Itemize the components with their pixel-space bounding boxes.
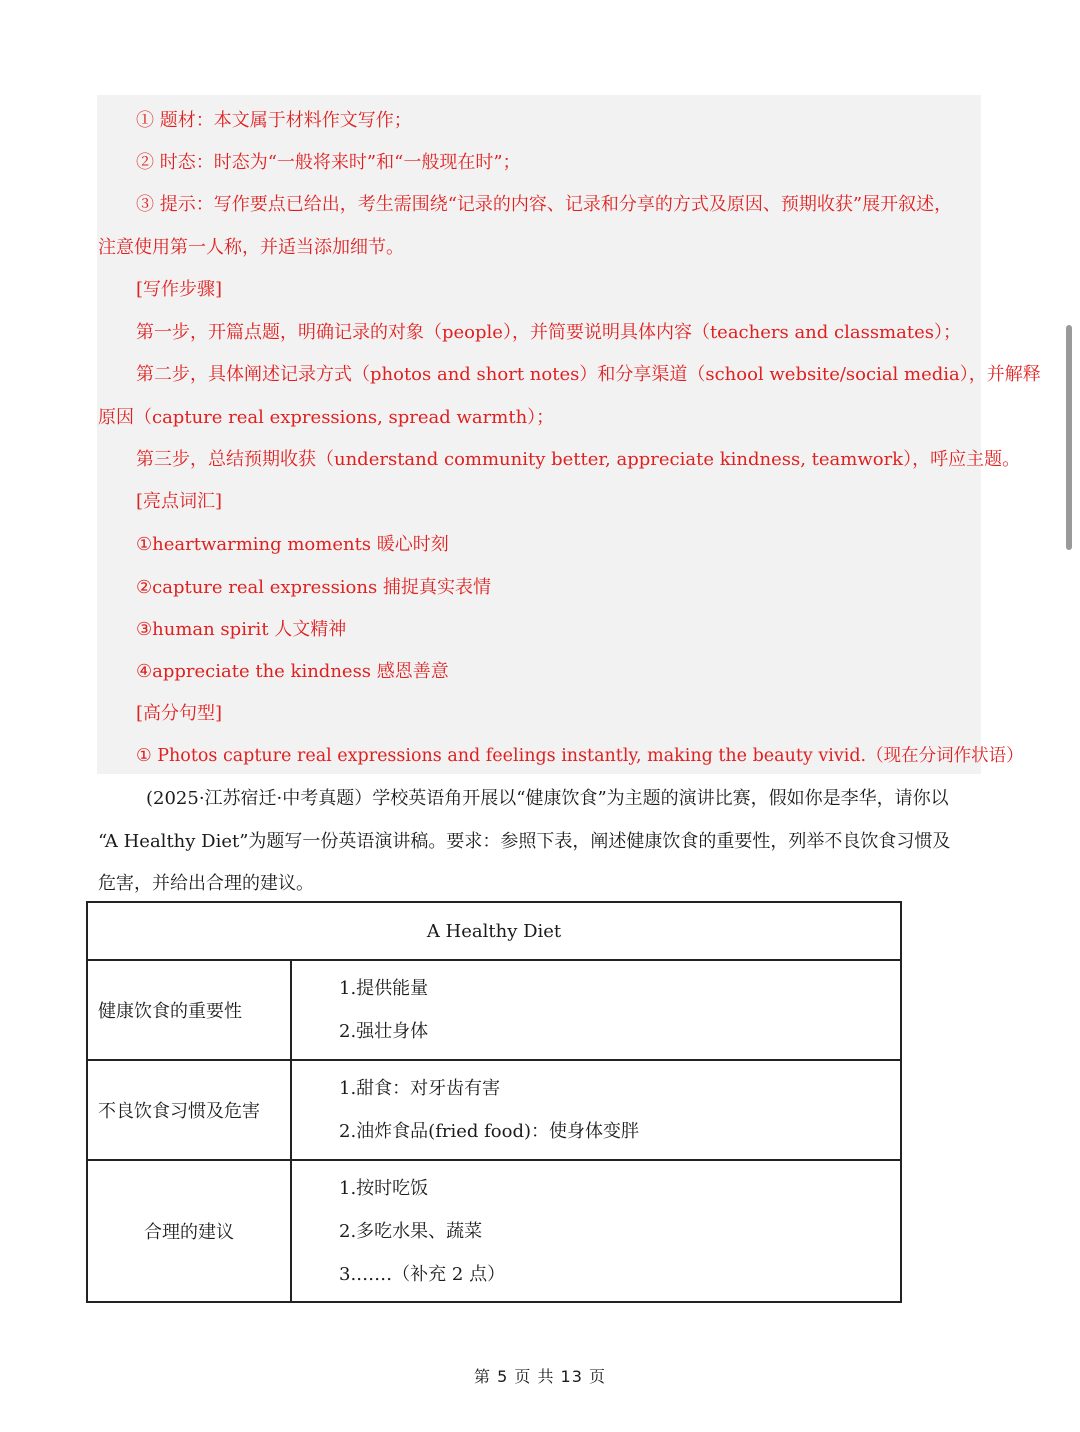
question-line: (2025·江苏宿迁·中考真题）学校英语角开展以“健康饮食”为主题的演讲比赛，假如你是李华，请你以 — [146, 788, 949, 809]
table-row — [87, 1060, 901, 1160]
step-three: 第三步，总结预期收获（understand community better, appreciate kindness, teamwork），呼应主题。 — [136, 449, 1021, 470]
question-line: “A Healthy Diet”为题写一份英语演讲稿。要求：参照下表，阐述健康饮食的重要性，列举不良饮食习惯及 — [98, 831, 951, 852]
healthy-diet-table — [86, 901, 902, 1303]
heading-high-score-sentence: [高分句型] — [136, 703, 223, 724]
row-label: 健康饮食的重要性 — [87, 960, 291, 1060]
list-item: 2.强壮身体 — [339, 1021, 429, 1042]
vocab-item: ②capture real expressions 捕捉真实表情 — [136, 577, 491, 598]
list-item: 3.……（补充 2 点） — [339, 1263, 506, 1285]
list-item: 1.提供能量 — [339, 978, 429, 999]
list-item: 1.甜食：对牙齿有害 — [339, 1078, 501, 1099]
step-two-cont: 原因（capture real expressions, spread warmth）； — [98, 407, 555, 428]
vocab-item: ③human spirit 人文精神 — [136, 619, 347, 640]
vertical-scrollbar[interactable] — [1066, 325, 1072, 550]
table-title: A Healthy Diet — [87, 902, 901, 960]
step-one: 第一步，开篇点题，明确记录的对象（people），并简要说明具体内容（teachers and classmates）； — [136, 322, 961, 343]
list-item: 2.油炸食品(fried food)：使身体变胖 — [339, 1121, 639, 1142]
row-items — [291, 1060, 901, 1160]
vocab-item: ④appreciate the kindness 感恩善意 — [136, 661, 449, 682]
note-tense: ② 时态：时态为“一般将来时”和“一般现在时”； — [136, 152, 521, 173]
note-subject: ① 题材：本文属于材料作文写作； — [136, 110, 412, 131]
list-item: 1.按时吃饭 — [339, 1177, 429, 1199]
note-hint: ③ 提示：写作要点已给出，考生需围绕“记录的内容、记录和分享的方式及原因、预期收获”展开叙述， — [136, 194, 953, 215]
row-items — [291, 1160, 901, 1302]
question-line: 危害，并给出合理的建议。 — [98, 873, 314, 894]
table-row — [87, 960, 901, 1060]
list-item: 2.多吃水果、蔬菜 — [339, 1220, 483, 1242]
row-label: 不良饮食习惯及危害 — [87, 1060, 291, 1160]
step-two: 第二步，具体阐述记录方式（photos and short notes）和分享渠道（school website/social media），并解释 — [136, 364, 1041, 385]
heading-writing-steps: [写作步骤] — [136, 279, 223, 300]
row-items — [291, 960, 901, 1060]
table-row — [87, 1160, 901, 1302]
note-hint-cont: 注意使用第一人称，并适当添加细节。 — [98, 237, 404, 258]
heading-highlight-vocab: [亮点词汇] — [136, 491, 223, 512]
row-label: 合理的建议 — [87, 1160, 291, 1302]
vocab-item: ①heartwarming moments 暖心时刻 — [136, 534, 449, 555]
sentence-item: ① Photos capture real expressions and feelings instantly, making the beauty vivid.（现在分词作状语） — [136, 746, 1024, 766]
page-number: 第 5 页 共 13 页 — [474, 1367, 606, 1386]
